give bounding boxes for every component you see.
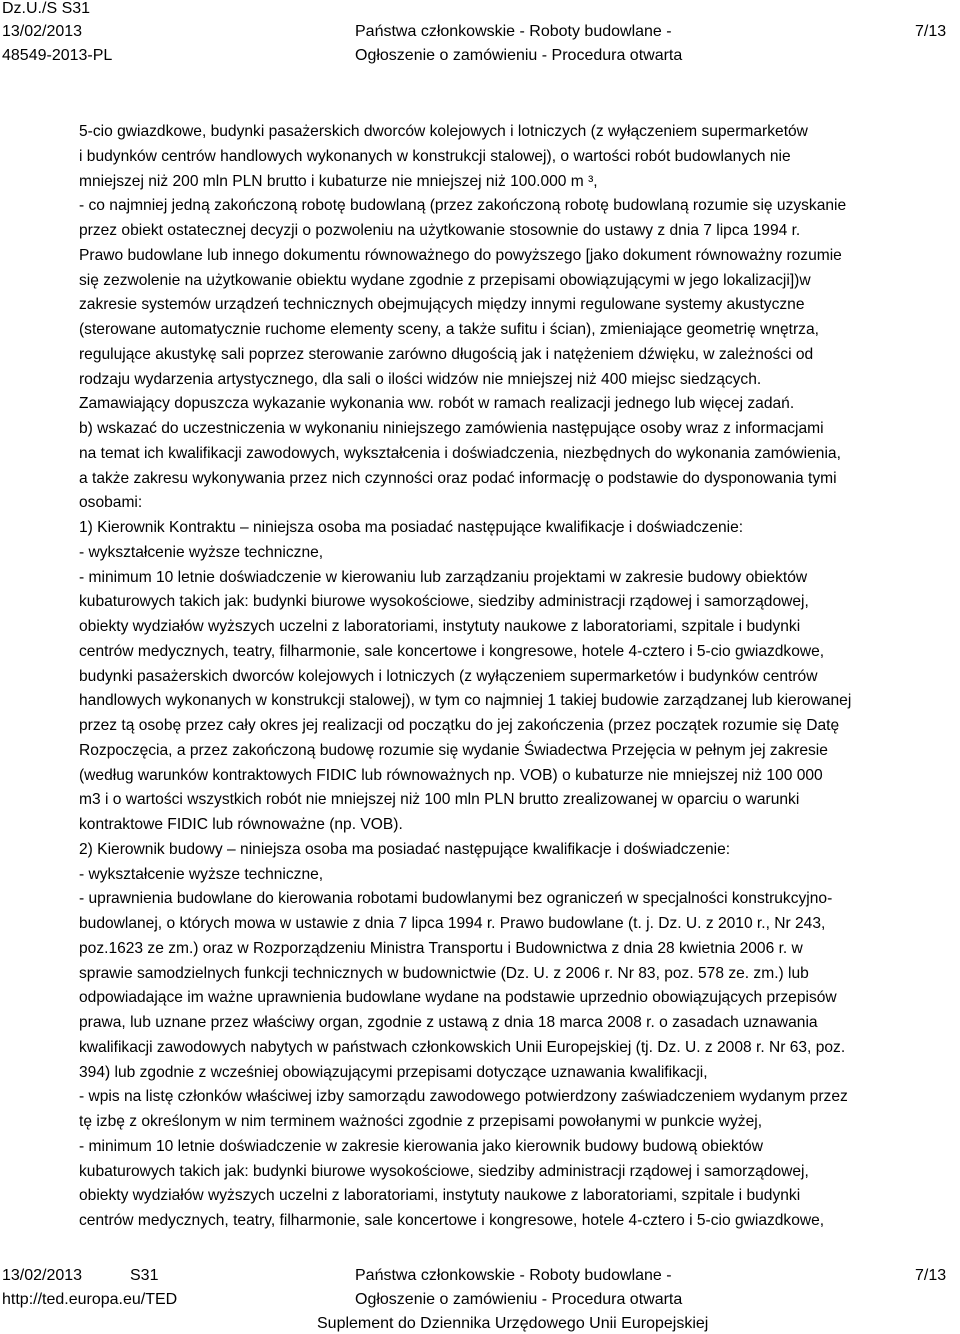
body-line: b) wskazać do uczestniczenia w wykonaniu niniejszego zamówienia następujące osoby wraz z informacjami: [79, 420, 824, 437]
body-line: - wykształcenie wyższe techniczne,: [79, 543, 324, 561]
footer-title-line3: Suplement do Dziennika Urzędowego Unii Europejskiej: [317, 1315, 709, 1332]
body-line: - minimum 10 letnie doświadczenie w zakresie kierowania jako kierownik budowy budową obiektów: [79, 1137, 763, 1155]
header-date: 13/02/2013: [2, 23, 83, 40]
body-line: odpowiadające im ważne uprawnienia budowlane wydane na podstawie uprzednio obowiązujących przepisów: [79, 989, 837, 1007]
body-line: 394) lub zgodnie z wcześniej obowiązującymi przepisami dotyczące uznawania kwalifikacji,: [79, 1063, 708, 1081]
header-page-number: 7/13: [915, 23, 947, 40]
body-line: budowlanej, o których mowa w ustawie z dnia 7 lipca 1994 r. Prawo budowlane (t. j. Dz. U. z 2010 r., Nr 243,: [79, 915, 826, 932]
body-line: kwalifikacji zawodowych nabytych w państwach członkowskich Unii Europejskiej (tj. Dz. U. z 2008 r. Nr 63, poz.: [79, 1038, 846, 1056]
body-line: budynki pasażerskich dworców kolejowych i lotniczych (z wyłączeniem supermarketów i budynków centrów: [79, 667, 818, 685]
body-line: sprawie samodzielnych funkcji technicznych w budownictwie (Dz. U. z 2006 r. Nr 83, poz. 578 ze. zm.) lub: [79, 964, 809, 982]
body-line: - uprawnienia budowlane do kierowania robotami budowlanymi bez ograniczeń w specjalności konstrukcyjno-: [79, 890, 833, 908]
body-line: Rozpoczęcia, a przez zakończoną budowę rozumie się wydanie Świadectwa Przejęcia w pełnym jej zakresie: [79, 741, 828, 759]
body-line: kubaturowych takich jak: budynki biurowe wysokościowe, siedziby administracji rządowej i samorządowej,: [79, 1162, 809, 1180]
body-line: przez obiekt ostatecznej decyzji o pozwoleniu na użytkowanie stosownie do ustawy z dnia 7 lipca 1994 r.: [79, 222, 801, 239]
body-line: - co najmniej jedną zakończoną robotę budowlaną (przez zakończoną robotę budowlaną rozumie się uzyskanie: [79, 197, 847, 215]
footer-date: 13/02/2013: [2, 1267, 83, 1284]
body-text: [79, 120, 959, 1234]
body-line: poz.1623 ze zm.) oraz w Rozporządzeniu Ministra Transportu i Budownictwa z dnia 28 kwietnia 2006 r. w: [79, 939, 803, 957]
body-line: 2) Kierownik budowy – niniejsza osoba ma posiadać następujące kwalifikacje i doświadczenie:: [79, 840, 731, 858]
header-notice-number: 48549-2013-PL: [2, 47, 113, 64]
body-line: - wpis na listę członków właściwej izby samorządu zawodowego potwierdzony zaświadczeniem wydanym przez: [79, 1088, 848, 1106]
body-line: centrów medycznych, teatry, filharmonie, sale koncertowe i kongresowe, hotele 4-cztero i 5-cio gwiazdkowe,: [79, 1212, 825, 1229]
footer-page-number: 7/13: [915, 1267, 947, 1284]
body-line: obiekty wydziałów wyższych uczelni z laboratoriami, instytuty naukowe z laboratoriami, szpitale i budynki: [79, 1187, 801, 1205]
body-line: Prawo budowlane lub innego dokumentu równoważnego do powyższego [jako dokument równoważny rozumie: [79, 246, 842, 264]
body-line: handlowych wykonanych w konstrukcji stalowej), w tym co najmniej 1 takiej budowie zarządzanej lub kierowanej: [79, 692, 852, 710]
body-line: na temat ich kwalifikacji zawodowych, wykształcenia i doświadczenia, niezbędnych do wykonania zamówienia,: [79, 444, 841, 462]
body-line: (według warunków kontraktowych FIDIC lub równoważnych np. VOB) o kubaturze nie mniejszej niż 100 000: [79, 766, 823, 784]
body-line: regulujące akustykę sali poprzez sterowanie zarówno długością jak i natężeniem dźwięku, w zależności od: [79, 345, 814, 363]
body-line: kontraktowe FIDIC lub równoważne (np. VOB).: [79, 816, 403, 833]
header-title-line2: Ogłoszenie o zamówieniu - Procedura otwarta: [355, 47, 683, 64]
header-doc-ref: Dz.U./S S31: [2, 0, 91, 17]
footer-section: S31: [130, 1267, 159, 1284]
footer-url[interactable]: http://ted.europa.eu/TED: [2, 1291, 178, 1308]
body-line: Zamawiający dopuszcza wykazanie wykonania ww. robót w ramach realizacji jednego lub więcej zadań.: [79, 395, 795, 413]
body-line: kubaturowych takich jak: budynki biurowe wysokościowe, siedziby administracji rządowej i samorządowej,: [79, 593, 809, 611]
body-line: prawa, lub uznane przez właściwy organ, zgodnie z ustawą z dnia 18 marca 2008 r. o zasadach uznawania: [79, 1014, 818, 1031]
body-line: tę izbę z określonym w nim terminem ważności zgodnie z przepisami powołanymi w punkcie wyżej,: [79, 1113, 763, 1130]
body-line: osobami:: [79, 494, 143, 512]
header-title-line1: Państwa członkowskie - Roboty budowlane -: [355, 23, 672, 40]
footer-title-line2: Ogłoszenie o zamówieniu - Procedura otwarta: [355, 1291, 683, 1308]
body-line: mniejszej niż 200 mln PLN brutto i kubaturze nie mniejszej niż 100.000 m ³,: [79, 172, 598, 190]
body-line: 1) Kierownik Kontraktu – niniejsza osoba ma posiadać następujące kwalifikacje i doświadczenie:: [79, 519, 744, 536]
body-line: m3 i o wartości wszystkich robót nie mniejszej niż 100 mln PLN brutto zrealizowanej w oparciu o warunki: [79, 791, 800, 809]
body-line: zakresie systemów urządzeń technicznych obejmujących między innymi regulowane systemy akustyczne: [79, 296, 805, 314]
body-line: centrów medycznych, teatry, filharmonie, sale koncertowe i kongresowe, hotele 4-cztero i 5-cio gwiazdkowe,: [79, 642, 825, 660]
body-line: przez tą osobę przez cały okres jej realizacji od początku do jej zakończenia (przez początek rozumie się Datę: [79, 717, 840, 734]
body-line: rodzaju wydarzenia artystycznego, dla sali o ilości widzów nie mniejszej niż 400 miejsc siedzących.: [79, 370, 762, 388]
body-line: - wykształcenie wyższe techniczne,: [79, 865, 324, 883]
body-line: 5-cio gwiazdkowe, budynki pasażerskich dworców kolejowych i lotniczych (z wyłączeniem supermarketów: [79, 123, 808, 140]
body-line: - minimum 10 letnie doświadczenie w kierowaniu lub zarządzaniu projektami w zakresie budowy obiektów: [79, 568, 808, 586]
body-line: i budynków centrów handlowych wykonanych w konstrukcji stalowej), o wartości robót budowlanych nie: [79, 147, 791, 165]
footer-title-line1: Państwa członkowskie - Roboty budowlane -: [355, 1267, 672, 1284]
body-line: się zezwolenie na użytkowanie obiektu wydane zgodnie z przepisami obowiązującymi w jego lokalizacji])w: [79, 271, 811, 289]
body-line: (sterowane automatycznie ruchome elementy sceny, a także sufitu i ścian), zmieniające geometrię wnętrza,: [79, 321, 819, 338]
body-line: a także zakresu wykonywania przez nich czynności oraz podać informację o podstawie do dysponowania tymi: [79, 469, 837, 487]
body-line: obiekty wydziałów wyższych uczelni z laboratoriami, instytuty naukowe z laboratoriami, szpitale i budynki: [79, 618, 801, 635]
